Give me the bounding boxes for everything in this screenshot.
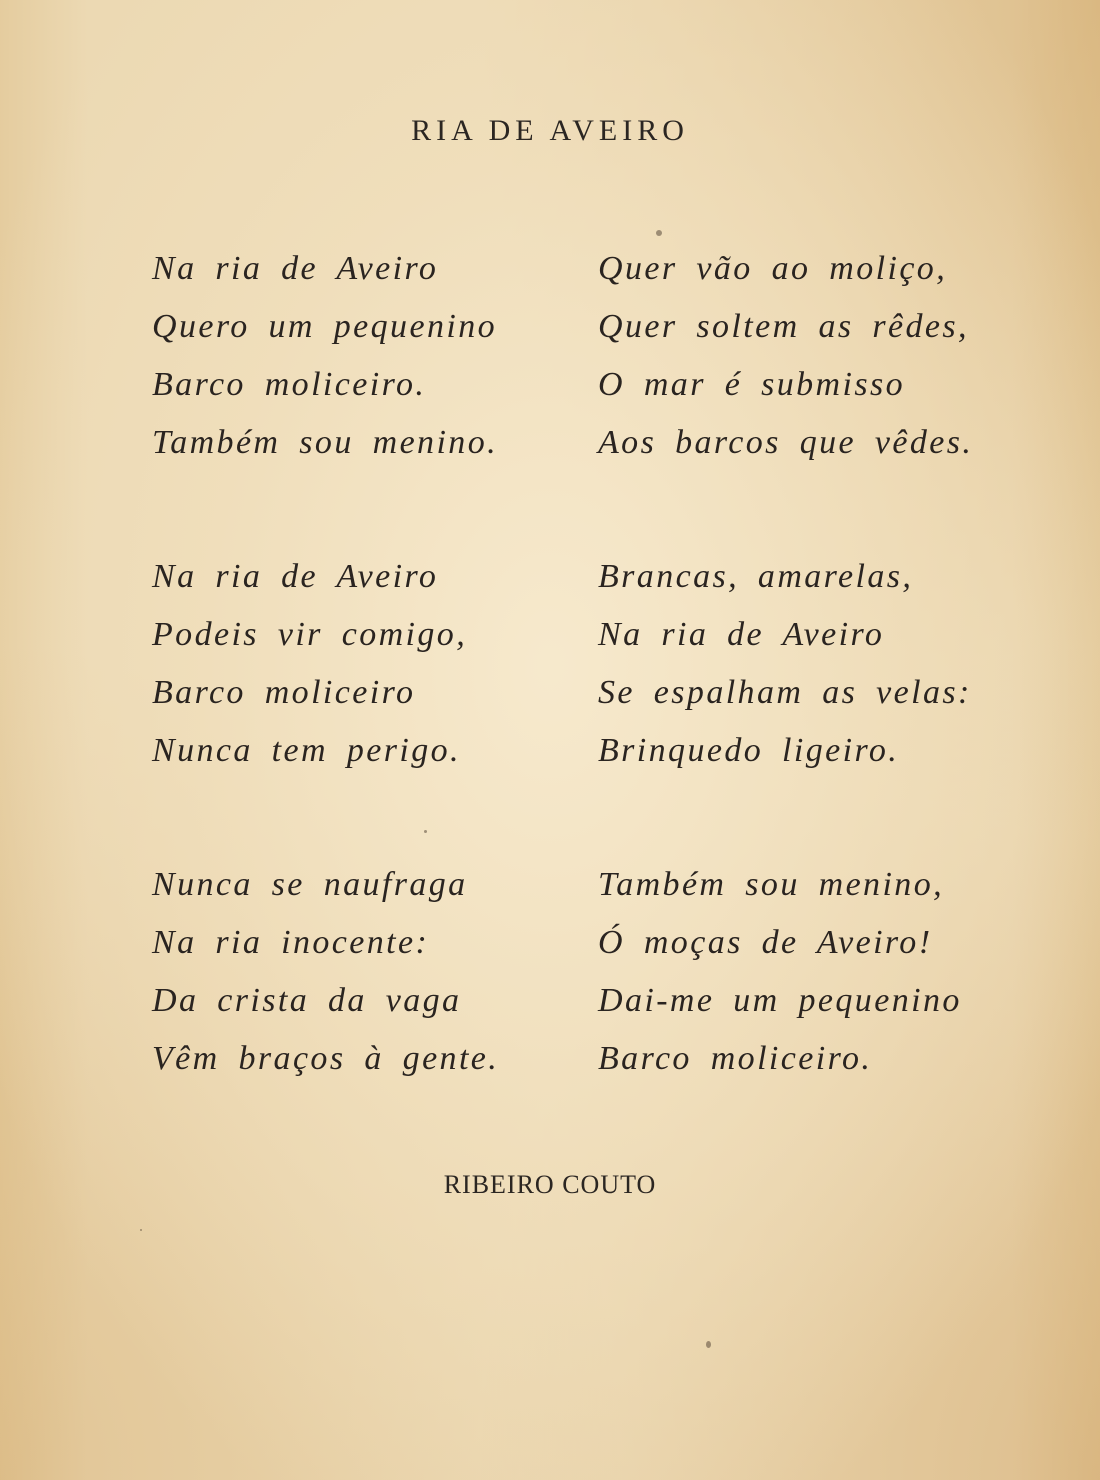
- stanza-right-3: [598, 856, 973, 1164]
- verse-line: Também sou menino.: [152, 424, 499, 461]
- poem-right-column: [598, 240, 973, 1164]
- paper-speck: [706, 1341, 711, 1348]
- verse-line: O mar é submisso: [598, 366, 906, 403]
- verse-line: Vêm braços à gente.: [152, 1040, 500, 1077]
- verse-line: Também sou menino,: [598, 866, 945, 903]
- verse-line: Nunca se naufraga: [152, 866, 468, 903]
- verse-line: Quer vão ao moliço,: [598, 250, 948, 287]
- verse-line: Se espalham as velas:: [598, 674, 972, 711]
- poem-author: RIBEIRO COUTO: [443, 1170, 657, 1199]
- verse-line: Na ria inocente:: [152, 924, 430, 961]
- paper-speck: [140, 1229, 142, 1231]
- paper-speck: [656, 230, 662, 236]
- verse-line: Na ria de Aveiro: [598, 616, 885, 653]
- stanza-right-2: [598, 548, 973, 856]
- stanza-right-1: [598, 240, 973, 548]
- verse-line: Dai-me um pequenino: [598, 982, 962, 1019]
- verse-line: Na ria de Aveiro: [152, 558, 439, 595]
- verse-line: Brancas, amarelas,: [598, 558, 914, 595]
- stanza-left-3: [152, 856, 499, 1164]
- verse-line: Da crista da vaga: [152, 982, 462, 1019]
- paper-speck: [424, 830, 427, 833]
- verse-line: Na ria de Aveiro: [152, 250, 439, 287]
- verse-line: Brinquedo ligeiro.: [598, 732, 900, 769]
- verse-line: Quer soltem as rêdes,: [598, 308, 969, 345]
- verse-line: Aos barcos que vêdes.: [598, 424, 974, 461]
- verse-line: Nunca tem perigo.: [152, 732, 461, 769]
- stanza-left-1: [152, 240, 499, 548]
- poem-title: RIA DE AVEIRO: [411, 114, 689, 147]
- stanza-left-2: [152, 548, 499, 856]
- verse-line: Barco moliceiro.: [598, 1040, 873, 1077]
- verse-line: Podeis vir comigo,: [152, 616, 468, 653]
- verse-line: Barco moliceiro.: [152, 366, 427, 403]
- verse-line: Quero um pequenino: [152, 308, 497, 345]
- verse-line: Barco moliceiro: [152, 674, 416, 711]
- poem-left-column: [152, 240, 499, 1164]
- verse-line: Ó moças de Aveiro!: [598, 924, 933, 961]
